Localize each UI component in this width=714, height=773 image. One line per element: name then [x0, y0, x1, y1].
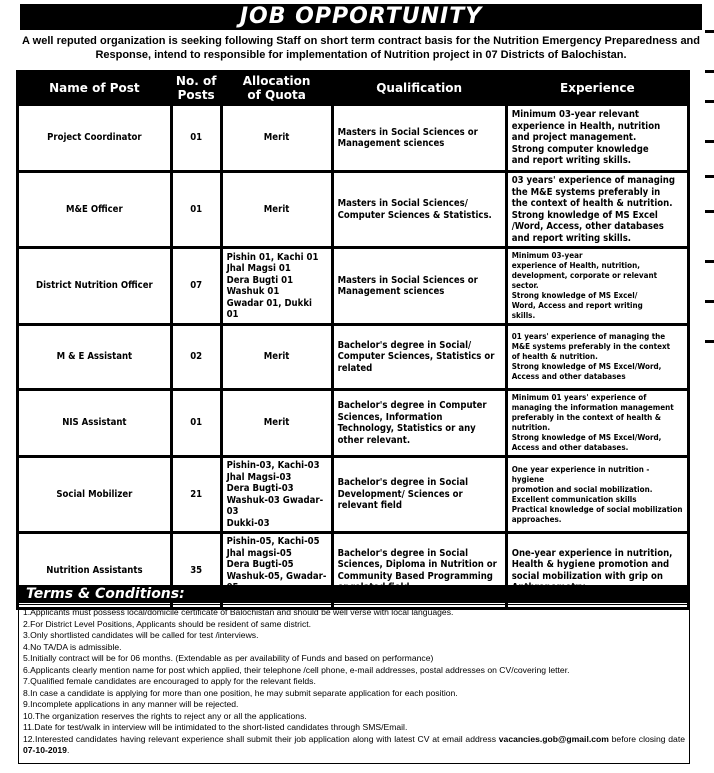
post-count: 01 [173, 173, 220, 246]
quota-line: Washuk 01 [226, 286, 280, 297]
header-posts-count [173, 73, 220, 103]
experience-line: Minimum 03-year relevant [511, 109, 640, 121]
experience [508, 173, 687, 246]
table-row [19, 391, 687, 455]
experience-line: Strong knowledge of MS Excel/Word, [511, 433, 662, 442]
experience-line: experience in Health, nutrition [511, 120, 661, 132]
header-post: Name of Post [19, 73, 170, 103]
quota-line: Dera Bugti-03 [226, 483, 294, 494]
experience-line: Strong computer knowledge [511, 143, 649, 155]
experience-line: 01 years' experience of managing the [511, 332, 666, 341]
table-row [19, 106, 687, 170]
qualification: Bachelor's degree in Computer Sciences, Information Technology, Statistics or any other relevant. [334, 391, 505, 455]
post-name: Nutrition Assistants [19, 534, 170, 607]
terms-item: 10.The organization reserves the rights to reject any or all the applications. [23, 710, 307, 721]
quota-allocation [223, 391, 331, 455]
quota-line: Dukki-03 [226, 517, 270, 529]
qualification: Masters in Social Sciences or Management sciences [334, 249, 505, 323]
experience-line: the M&E systems preferably in [511, 186, 661, 198]
header-qualification: Qualification [334, 73, 505, 103]
quota-line: Jhal Magsi-03 [226, 471, 292, 483]
experience-line: Strong knowledge of MS Excel [511, 209, 658, 221]
post-count: 01 [173, 106, 220, 170]
experience-line: and report writing skills. [511, 232, 632, 244]
quota-line: Gwadar 01, Dukki 01 [226, 297, 312, 320]
post-count: 21 [173, 458, 220, 531]
quota-line: Washuk-05, Gwadar- [226, 570, 327, 582]
experience-line: Minimum 03-year [511, 251, 583, 260]
post-name: M & E Assistant [19, 326, 170, 388]
qualification: Masters in Social Sciences or Management sciences [334, 106, 505, 170]
header-quota [223, 73, 331, 103]
experience-line: development, corporate or relevant sector. [511, 271, 658, 290]
header-posts-line1: No. of [175, 74, 217, 88]
terms-item: 3.Only shortlisted candidates will be called for test /interviews. [23, 630, 259, 640]
terms-item: 8.In case a candidate is applying for more than one position, he may submit separate application for each position. [23, 687, 458, 698]
closing-date: 07-10-2019 [23, 745, 67, 755]
intro-paragraph: A well reputed organization is seeking following Staff on short term contract basis for the Nutrition Emergency Preparedness and Response, intend to responsible for implementation of Nutrition project in 07 Districts of Balochistan. [22, 35, 700, 61]
qualification: Bachelor's degree in Social/ Computer Sciences, Statistics or related [334, 326, 505, 388]
quota-allocation [223, 326, 331, 388]
experience-line: managing the information management [511, 403, 674, 412]
terms-item-last [23, 734, 685, 757]
table-row [19, 458, 687, 531]
experience-line: experience of Health, nutrition, [511, 261, 640, 270]
terms-item: 9.Incomplete applications in any manner will be rejected. [23, 699, 239, 709]
terms-list [18, 604, 690, 764]
experience-line: the context of health & nutrition. [511, 198, 673, 209]
post-name: NIS Assistant [19, 391, 170, 455]
experience-line: social mobilization with grip on [511, 570, 663, 582]
terms-heading: Terms & Conditions: [18, 585, 690, 603]
quota-line: Pishin-03, Kachi-03 [226, 460, 320, 471]
terms-item: 2.For District Level Positions, Applicants should be resident of same district. [23, 618, 312, 629]
terms-item: 5.Initially contract will be for 06 months. (Extendable as per availability of Funds and based on performance) [23, 653, 434, 663]
experience [508, 391, 687, 455]
quota-line: Jhal Magsi 01 [226, 263, 291, 274]
terms-last-middle: before closing date [608, 733, 686, 744]
post-name: Social Mobilizer [19, 458, 170, 531]
quota-line: Merit [263, 417, 290, 429]
terms-last-prefix: 12.Interested candidates having relevant experience shall submit their job application along with latest CV at email address [23, 733, 497, 744]
experience-line: Word, Access and report writing [511, 301, 643, 310]
header-quota-line2: of Quota [247, 88, 306, 102]
application-email: vacancies.gob@gmail.com [498, 733, 609, 744]
experience-line: Strong knowledge of MS Excel/Word, [511, 362, 662, 371]
experience-line: Strong knowledge of MS Excel/ [511, 291, 638, 300]
qualification: Bachelor's degree in Social Sciences, Diploma in Nutrition or Community Based Programming [334, 534, 505, 607]
quota-line: Merit [263, 351, 290, 363]
experience-line: of health & nutrition. [511, 352, 598, 361]
terms-item: 7.Qualified female candidates are encouraged to apply for the relevant fields. [23, 676, 316, 686]
quota-line: Jhal magsi-05 [226, 547, 292, 559]
terms-item: 6.Applicants clearly mention name for post which applied, their telephone /cell phone, e-mail addresses, postal addresses on CV/covering letter. [23, 664, 570, 675]
quota-allocation [223, 106, 331, 170]
experience-line: M&E systems preferably in the context [511, 342, 671, 351]
post-name: M&E Officer [19, 173, 170, 246]
quota-allocation [223, 249, 331, 323]
table-row [19, 326, 687, 388]
post-count: 07 [173, 249, 220, 323]
post-count: 01 [173, 391, 220, 455]
experience-line: approaches. [511, 514, 562, 524]
experience-line: and report writing skills. [511, 155, 632, 167]
experience-line: Health & hygiene promotion and [511, 559, 670, 570]
quota-line: Pishin-05, Kachi-05 [226, 536, 320, 547]
experience-line: Excellent communication skills [511, 494, 637, 504]
quota-line: Pishin 01, Kachi 01 [226, 251, 319, 263]
experience-line: skills. [511, 311, 536, 320]
experience [508, 106, 687, 170]
experience-line: Practical knowledge of social mobilization [511, 504, 683, 514]
quota-line: Dera Bugti-05 [226, 559, 294, 570]
post-count: 35 [173, 534, 220, 607]
terms-item: 1.Applicants must possess local/domicile certificate of Balochistan and should be well verse with local languages. [23, 607, 454, 617]
experience [508, 326, 687, 388]
jobs-table-body [19, 106, 687, 607]
terms-item: 4.No TA/DA is admissible. [23, 641, 122, 652]
page-title: JOB OPPORTUNITY [20, 4, 702, 30]
experience-line: /Word, Access, other databases [511, 221, 664, 232]
experience-line: Access and other databases [511, 372, 626, 381]
quota-line: Washuk-03 Gwadar-03 [226, 494, 324, 517]
post-name: Project Coordinator [19, 106, 170, 170]
adjacent-page-edge [703, 0, 714, 773]
experience [508, 458, 687, 531]
qualification: Bachelor's degree in Social Development/ Sciences or relevant field [334, 458, 505, 531]
experience-line: Access and other databases. [511, 443, 629, 452]
quota-line: Dera Bugti 01 [226, 274, 294, 286]
quota-allocation [223, 173, 331, 246]
experience-line: One-year experience in nutrition, [511, 547, 673, 559]
header-quota-line1: Allocation [242, 74, 311, 88]
header-posts-line2: Posts [177, 88, 215, 102]
table-header-row [19, 73, 687, 103]
terms-last-suffix: . [66, 745, 70, 755]
post-count: 02 [173, 326, 220, 388]
jobs-table [16, 70, 690, 610]
quota-allocation [223, 458, 331, 531]
terms-items [23, 607, 685, 734]
quota-line: Merit [263, 203, 290, 215]
experience-line: Minimum 01 years' experience of [511, 393, 647, 402]
terms-item: 11.Date for test/walk in interview will be intimidated to the short-listed candidates through SMS/Email. [23, 722, 408, 732]
experience-line: preferably in the context of health & nutrition. [511, 413, 662, 432]
experience [508, 249, 687, 323]
table-row [19, 249, 687, 323]
experience-line: promotion and social mobilization. [511, 484, 653, 494]
header-experience: Experience [508, 73, 687, 103]
quota-line: Merit [263, 132, 290, 144]
qualification: Masters in Social Sciences/ Computer Sciences & Statistics. [334, 173, 505, 246]
table-row [19, 173, 687, 246]
experience-line: and project management. [511, 132, 637, 144]
experience-line: One year experience in nutrition - hygiene [511, 464, 650, 484]
experience-line: 03 years' experience of managing [511, 175, 676, 186]
post-name: District Nutrition Officer [19, 249, 170, 323]
